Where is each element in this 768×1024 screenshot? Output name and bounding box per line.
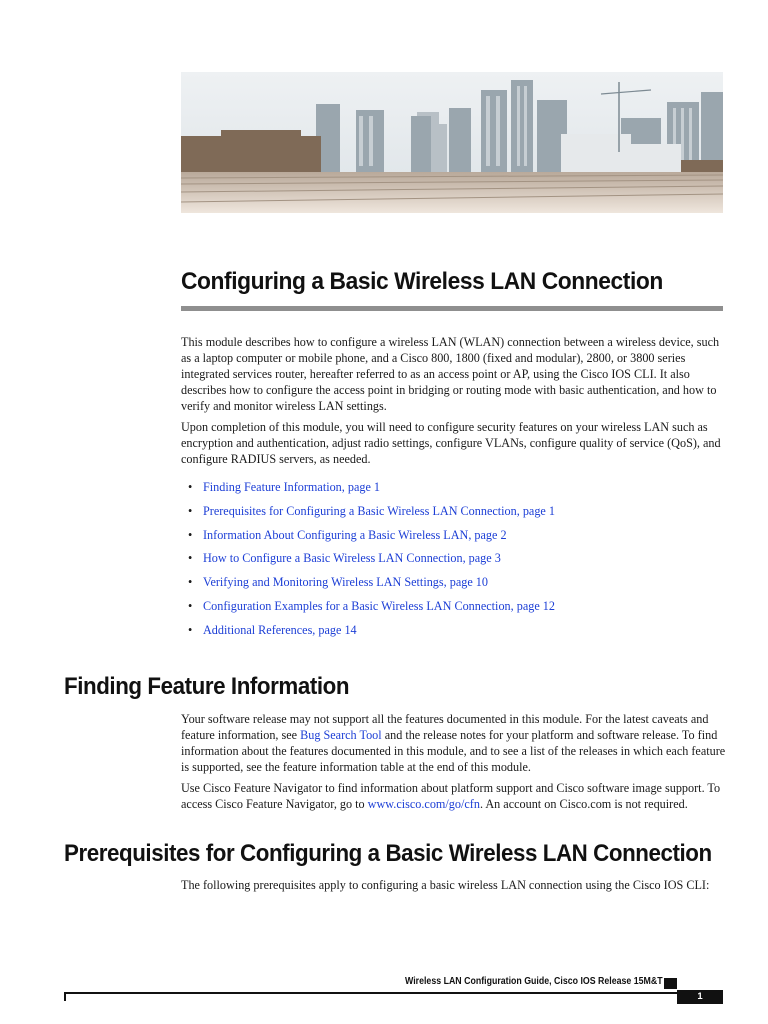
city-skyline-illustration xyxy=(181,72,723,213)
text-run: Your software release may not support all the features documented in this module. For the latest caveats and feature information, see xyxy=(181,712,709,742)
bullet: • xyxy=(188,480,193,494)
prerequisites-paragraph: The following prerequisites apply to configuring a basic wireless LAN connection using the Cisco IOS CLI: xyxy=(181,878,710,892)
bullet: • xyxy=(188,598,193,613)
toc-item xyxy=(188,621,555,645)
toc-link-prerequisites[interactable]: Prerequisites for Configuring a Basic Wireless LAN Connection, page 1 xyxy=(203,503,555,518)
bullet: • xyxy=(188,551,193,566)
cisco-cfn-link[interactable]: www.cisco.com/go/cfn xyxy=(367,797,480,811)
toc-link-additional-references[interactable]: Additional References, page 14 xyxy=(203,622,357,637)
footer-tick xyxy=(64,992,66,1001)
toc-item xyxy=(188,549,555,573)
toc-item xyxy=(188,478,555,502)
toc-link-configuration-examples[interactable]: Configuration Examples for a Basic Wireless LAN Connection, page 12 xyxy=(203,598,555,613)
toc-item xyxy=(188,526,555,550)
prerequisites-section xyxy=(181,877,726,898)
finding-paragraph xyxy=(181,711,726,775)
intro-paragraph: Upon completion of this module, you will need to configure security features on your wireless LAN such as encryption and authentication, adjust radio settings, configure VLANs, configure quality of service (QoS), and configure RADIUS servers, as needed. xyxy=(181,420,721,466)
bullet: • xyxy=(188,527,193,542)
footer-rule xyxy=(64,992,677,994)
bullet: • xyxy=(188,622,193,637)
footer-marker xyxy=(664,978,677,989)
intro-paragraph: This module describes how to configure a wireless LAN (WLAN) connection between a wireless device, such as a laptop computer or mobile phone, and a Cisco 800, 1800 (fixed and modular), 2800, or 3800 series integrated services router, hereafter referred to as an access point or AP, using the Cisco IOS CLI. It also describes how to configure the access point in bridging or routing mode with basic authentication, and how to verify and monitor wireless LAN settings. xyxy=(181,335,720,413)
finding-feature-section xyxy=(181,711,726,817)
header-banner-image xyxy=(181,72,723,213)
toc-item xyxy=(188,573,555,597)
text-run: and the release notes for your platform and software release. To find information about the features documented in this module, and to see a list of the releases in which each feature is supported, see the feature information table at the end of this module. xyxy=(181,728,726,774)
bullet: • xyxy=(188,503,193,518)
toc-link-verifying-monitoring[interactable]: Verifying and Monitoring Wireless LAN Settings, page 10 xyxy=(203,575,488,590)
bullet: • xyxy=(188,575,193,590)
footer-doc-title: Wireless LAN Configuration Guide, Cisco IOS Release 15M&T xyxy=(405,976,663,987)
intro-section xyxy=(181,334,726,472)
toc-link-finding-feature-information[interactable]: Finding Feature Information, page 1 xyxy=(203,480,381,494)
toc-link-information-about[interactable]: Information About Configuring a Basic Wireless LAN, page 2 xyxy=(203,527,507,542)
toc-item xyxy=(188,597,555,621)
text-run: . An account on Cisco.com is not required. xyxy=(479,797,688,811)
toc-item xyxy=(188,502,555,526)
title-rule xyxy=(181,306,723,311)
text-run: Use Cisco Feature Navigator to find information about platform support and Cisco software image support. To access Cisco Feature Navigator, go to xyxy=(181,781,721,811)
chapter-title: Configuring a Basic Wireless LAN Connection xyxy=(181,268,663,295)
module-toc xyxy=(188,478,555,645)
toc-link-how-to-configure[interactable]: How to Configure a Basic Wireless LAN Connection, page 3 xyxy=(203,551,501,566)
bug-search-tool-link[interactable]: Bug Search Tool xyxy=(300,728,382,742)
navigator-paragraph xyxy=(181,780,726,812)
page-number: 1 xyxy=(677,990,723,1004)
section-heading-prerequisites: Prerequisites for Configuring a Basic Wireless LAN Connection xyxy=(64,840,712,867)
section-heading-finding-feature-information: Finding Feature Information xyxy=(64,673,350,700)
